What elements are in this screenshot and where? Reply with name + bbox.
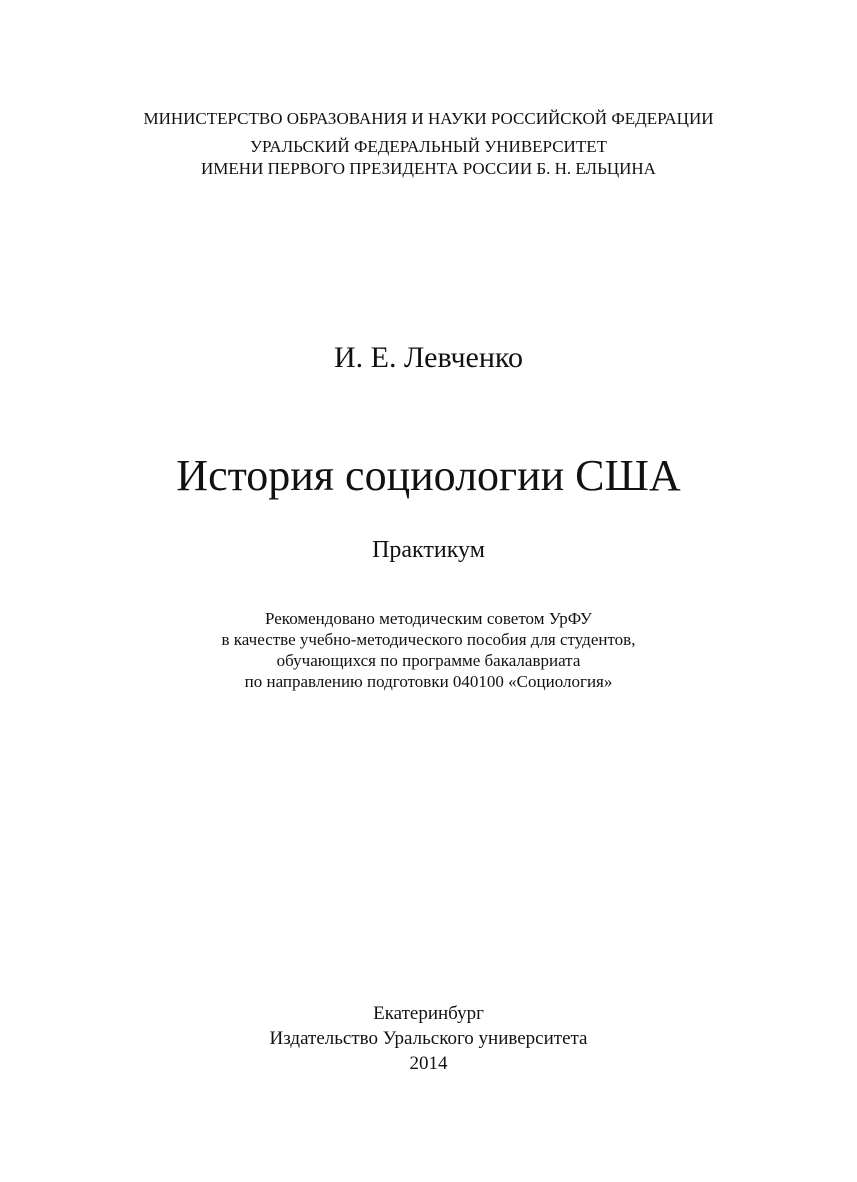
author-name: И. Е. Левченко [334,341,523,374]
book-title: История социологии США [176,451,681,500]
university-line-2: ИМЕНИ ПЕРВОГО ПРЕЗИДЕНТА РОССИИ Б. Н. ЕЛЬЦИНА [201,159,656,178]
imprint-publisher: Издательство Уральского университета [269,1028,588,1049]
university-line-1: УРАЛЬСКИЙ ФЕДЕРАЛЬНЫЙ УНИВЕРСИТЕТ [250,137,607,156]
university-header [0,136,857,180]
imprint-year: 2014 [409,1053,448,1074]
ministry-line: МИНИСТЕРСТВО ОБРАЗОВАНИЯ И НАУКИ РОССИЙСКОЙ ФЕДЕРАЦИИ [143,109,714,128]
ministry-header [0,108,857,130]
recommendation-line-1: Рекомендовано методическим советом УрФУ [265,609,592,628]
recommendation-note [0,608,857,692]
imprint [0,1001,857,1076]
recommendation-line-3: обучающихся по программе бакалавриата [276,651,581,670]
recommendation-line-4: по направлению подготовки 040100 «Социология» [244,672,613,691]
book-subtitle: Практикум [372,537,485,563]
recommendation-line-2: в качестве учебно-методического пособия для студентов, [221,630,636,649]
imprint-city: Екатеринбург [373,1003,484,1024]
